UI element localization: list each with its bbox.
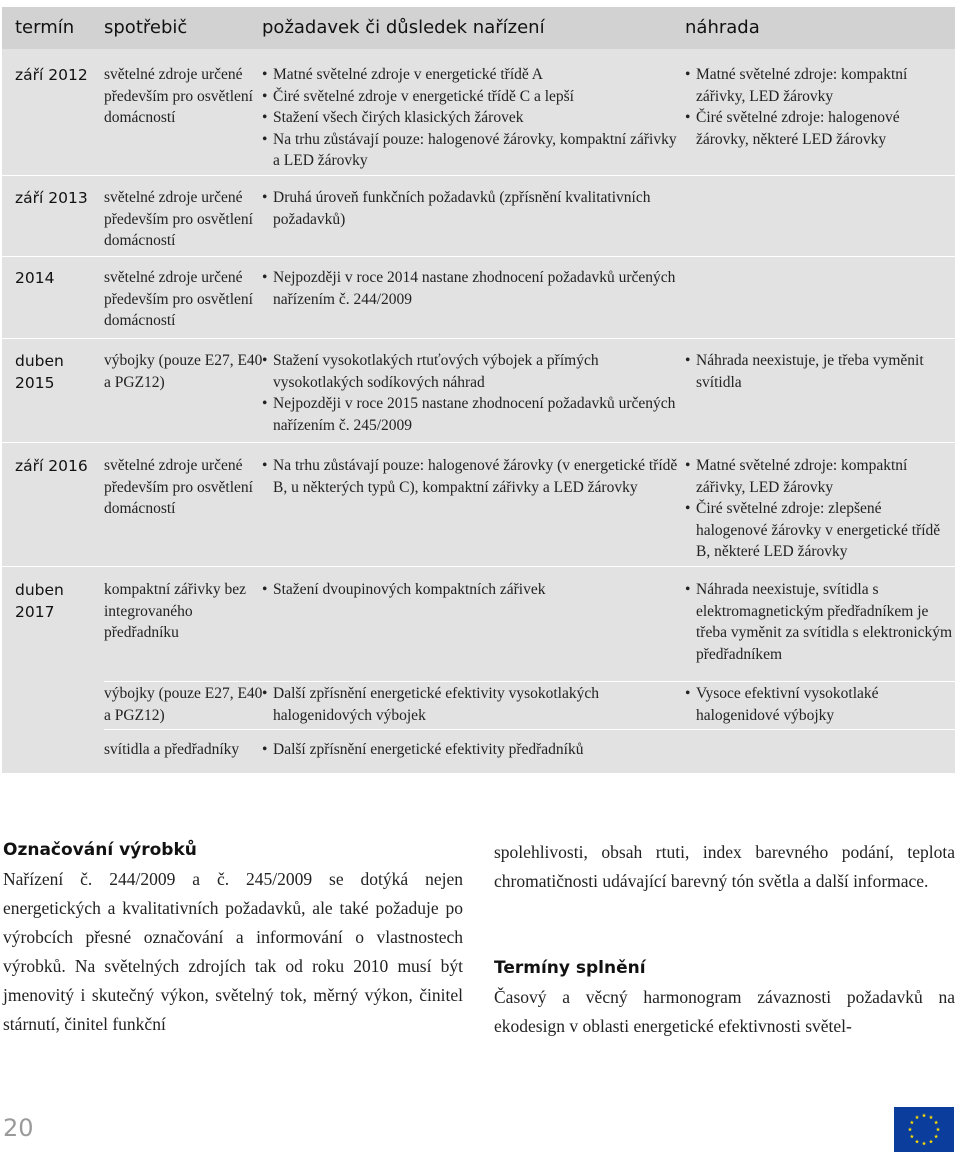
paragraph-labeling-left: Nařízení č. 244/2009 a č. 245/2009 se dotýká nejen energetických a kvalitativních požadavků, ale také požaduje po výrobcích přesné označování a informování o vlastnostech výrobků. Na světelných zdrojích tak od roku 2010 musí být jmenovitý i skutečný výkon, světelný tok, měrný výkon, činitel stárnutí, činitel funkční [3, 869, 463, 1034]
eu-star-icon [929, 1115, 933, 1119]
row-replacements [685, 455, 953, 563]
eu-star-icon [934, 1120, 938, 1124]
list-item: • Stažení dvoupinových kompaktních zářivek [262, 579, 682, 601]
list-item: • Na trhu zůstávají pouze: halogenové žárovky (v energetické třídě B, u některých typů C), kompaktní zářivky a LED žárovky [262, 455, 682, 498]
table-header [2, 7, 955, 49]
header-replacement: náhrada [685, 17, 760, 38]
heading-deadlines: Termíny splnění [494, 958, 646, 978]
list-item: • Matné světelné zdroje: kompaktní zářivky, LED žárovky [685, 455, 953, 498]
table-row [2, 338, 955, 442]
list-item: • Čiré světelné zdroje v energetické třídě C a lepší [262, 86, 682, 108]
list-item: • Stažení vysokotlakých rtuťových výbojek a přímých vysokotlakých sodíkových náhrad [262, 350, 682, 393]
table-row [2, 729, 955, 773]
row-replacements [685, 579, 953, 665]
list-item: • Další zpřísnění energetické efektivity vysokotlakých halogenidových výbojek [262, 683, 682, 726]
list-item: • Nejpozději v roce 2014 nastane zhodnocení požadavků určených nařízením č. 244/2009 [262, 267, 682, 310]
row-divider [104, 729, 955, 730]
list-item: • Matné světelné zdroje v energetické třídě A [262, 64, 682, 86]
eu-star-icon [910, 1134, 914, 1138]
row-requirements [262, 683, 682, 726]
eu-star-icon [929, 1139, 933, 1143]
row-replacements [685, 683, 953, 726]
list-item: • Druhá úroveň funkčních požadavků (zpřísnění kvalitativních požadavků) [262, 187, 682, 230]
row-requirements [262, 579, 682, 601]
regulation-table [2, 7, 955, 773]
list-item: • Na trhu zůstávají pouze: halogenové žárovky, kompaktní zářivky a LED žárovky [262, 129, 682, 172]
table-row [2, 175, 955, 256]
header-term: termín [15, 17, 75, 38]
row-requirements [262, 187, 682, 230]
row-appliance: světelné zdroje určené především pro osvětlení domácností [104, 189, 253, 249]
row-appliance: světelné zdroje určené především pro osvětlení domácností [104, 269, 253, 329]
list-item: • Stažení všech čirých klasických žárovek [262, 107, 682, 129]
eu-star-icon [934, 1134, 938, 1138]
row-term: duben 2017 [15, 581, 64, 621]
table-row [2, 49, 955, 175]
row-term: 2014 [15, 269, 55, 287]
table-row [2, 256, 955, 338]
eu-star-icon [910, 1120, 914, 1124]
list-item: • Náhrada neexistuje, je třeba vyměnit svítidla [685, 350, 953, 393]
row-appliance: kompaktní zářivky bez integrovaného předřadníku [104, 581, 247, 641]
row-appliance: světelné zdroje určené především pro osvětlení domácností [104, 66, 253, 126]
list-item: • Nejpozději v roce 2015 nastane zhodnocení požadavků určených nařízením č. 245/2009 [262, 393, 682, 436]
eu-stars-icon [894, 1107, 954, 1152]
row-requirements [262, 64, 682, 172]
heading-labeling: Označování výrobků [3, 840, 197, 860]
list-item: • Náhrada neexistuje, svítidla s elektromagnetickým předřadníkem je třeba vyměnit za svítidla s elektronickým předřadníkem [685, 579, 953, 665]
eu-star-icon [922, 1141, 926, 1145]
row-replacements [685, 64, 953, 150]
eu-star-icon [915, 1139, 919, 1143]
row-appliance: svítidla a předřadníky [104, 741, 240, 758]
row-term: září 2016 [15, 457, 88, 475]
row-replacements [685, 350, 953, 393]
table-row [2, 672, 955, 729]
row-requirements [262, 455, 682, 498]
list-item: • Matné světelné zdroje: kompaktní zářivky, LED žárovky [685, 64, 953, 107]
row-appliance: výbojky (pouze E27, E40 a PGZ12) [104, 352, 263, 391]
list-item: • Další zpřísnění energetické efektivity předřadníků [262, 739, 682, 761]
row-requirements [262, 739, 682, 761]
row-term: září 2013 [15, 189, 88, 207]
row-term: duben 2015 [15, 352, 64, 392]
paragraph-deadlines: Časový a věcný harmonogram závaznosti požadavků na ekodesign v oblasti energetické efektivnosti světel- [494, 987, 955, 1036]
row-requirements [262, 350, 682, 436]
list-item: • Čiré světelné zdroje: zlepšené halogenové žárovky v energetické třídě B, některé LED žárovky [685, 498, 953, 563]
row-appliance: světelné zdroje určené především pro osvětlení domácností [104, 457, 253, 517]
list-item: • Vysoce efektivní vysokotlaké halogenidové výbojky [685, 683, 953, 726]
list-item: • Čiré světelné zdroje: halogenové žárovky, některé LED žárovky [685, 107, 953, 150]
eu-star-icon [915, 1115, 919, 1119]
header-requirement: požadavek či důsledek nařízení [262, 17, 545, 38]
paragraph-labeling-right: spolehlivosti, obsah rtuti, index barevného podání, teplota chromatičnosti udávající barevný tón světla a další informace. [494, 842, 955, 891]
eu-flag-logo [894, 1107, 954, 1152]
eu-star-icon [922, 1113, 926, 1117]
page-number: 20 [3, 1114, 34, 1142]
table-row [2, 442, 955, 566]
eu-star-icon [936, 1127, 940, 1131]
row-appliance: výbojky (pouze E27, E40 a PGZ12) [104, 685, 263, 724]
row-requirements [262, 267, 682, 310]
header-appliance: spotřebič [104, 17, 188, 38]
table-row [2, 566, 955, 672]
eu-star-icon [908, 1127, 912, 1131]
row-divider [104, 681, 955, 682]
row-term: září 2012 [15, 66, 88, 84]
